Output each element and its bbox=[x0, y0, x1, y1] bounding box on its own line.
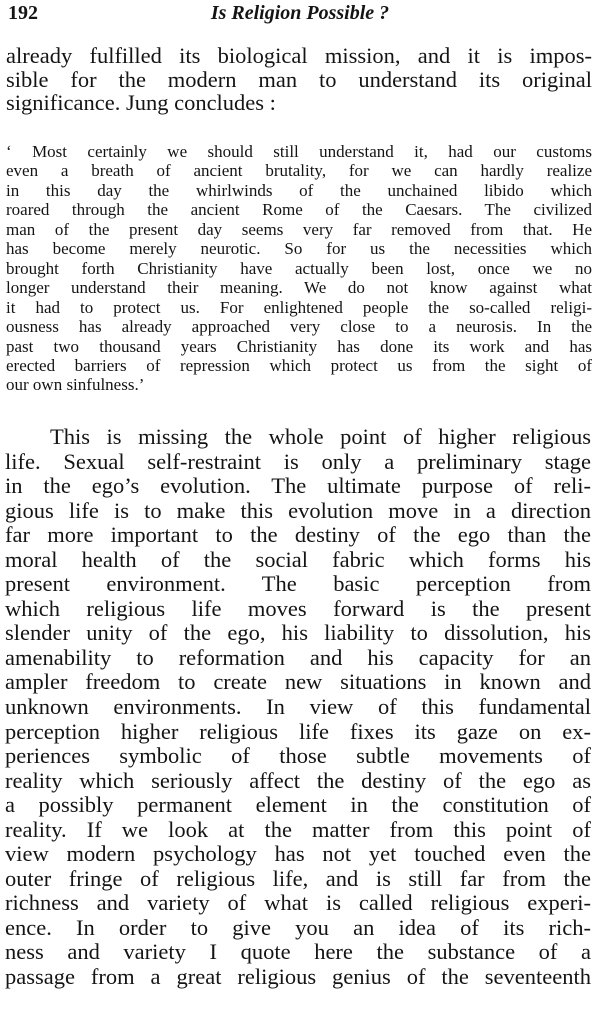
text-line: unknown environments. In view of this fundamental bbox=[5, 694, 591, 720]
text-line: passage from a great religious genius of the seventeenth bbox=[5, 964, 591, 990]
text-line: reality. If we look at the matter from this point of bbox=[5, 816, 591, 842]
page-number: 192 bbox=[8, 2, 38, 24]
quote-line: longer understand their meaning. We do not know against what bbox=[6, 278, 592, 298]
text-line: view modern psychology has not yet touched even the bbox=[5, 841, 591, 867]
quote-line: brought forth Christianity have actually been lost, once we no bbox=[6, 258, 592, 278]
quote-line: our own sinfulness.’ bbox=[6, 375, 145, 395]
text-line: ampler freedom to create new situations in known and bbox=[5, 669, 591, 695]
quote-line: it had to protect us. For enlightened people the so-called religi- bbox=[6, 297, 592, 317]
text-line: moral health of the social fabric which forms his bbox=[5, 546, 591, 572]
opening-paragraph bbox=[6, 44, 592, 115]
quote-line: past two thousand years Christianity has done its work and has bbox=[6, 336, 592, 356]
text-line: in the ego’s evolution. The ultimate purpose of reli- bbox=[5, 473, 591, 499]
text-line: significance. Jung concludes : bbox=[6, 90, 276, 115]
text-line: reality which seriously affect the destiny of the ego as bbox=[5, 767, 591, 793]
quote-line: in this day the whirlwinds of the unchained libido which bbox=[6, 180, 592, 200]
block-quotation bbox=[6, 142, 592, 395]
text-line: which religious life moves forward is the present bbox=[5, 595, 591, 621]
text-line: ness and variety I quote here the substance of a bbox=[5, 939, 591, 965]
text-line: a possibly permanent element in the constitution of bbox=[5, 792, 591, 818]
text-line: already fulfilled its biological mission, and it is impos- bbox=[6, 43, 592, 68]
text-line: slender unity of the ego, his liability to dissolution, his bbox=[5, 620, 591, 646]
quote-line: roared through the ancient Rome of the Caesars. The civilized bbox=[6, 200, 592, 220]
running-head bbox=[8, 0, 592, 30]
quote-line: even a breath of ancient brutality, for we can hardly realize bbox=[6, 161, 592, 181]
quote-line: man of the present day seems very far removed from that. He bbox=[6, 219, 592, 239]
text-line: outer fringe of religious life, and is still far from the bbox=[5, 865, 591, 891]
text-line: far more important to the destiny of the ego than the bbox=[5, 522, 591, 548]
text-line: sible for the modern man to understand its original bbox=[6, 66, 592, 92]
text-line: richness and variety of what is called religious experi- bbox=[5, 890, 591, 916]
running-title: Is Religion Possible ? bbox=[210, 2, 390, 24]
text-line: ence. In order to give you an idea of its rich- bbox=[5, 914, 591, 940]
text-line: amenability to reformation and his capacity for an bbox=[5, 644, 591, 670]
text-line: perception higher religious life fixes its gaze on ex- bbox=[5, 718, 591, 744]
text-line: This is missing the whole point of higher religious bbox=[50, 424, 591, 449]
body-paragraph bbox=[5, 425, 591, 990]
quote-line: has become merely neurotic. So for us the necessities which bbox=[6, 239, 592, 259]
quote-line: ‘ Most certainly we should still understand it, had our customs bbox=[6, 142, 592, 161]
text-line: periences symbolic of those subtle movements of bbox=[5, 743, 591, 769]
text-line: life. Sexual self-restraint is only a preliminary stage bbox=[5, 448, 591, 474]
text-line: gious life is to make this evolution move in a direction bbox=[5, 497, 591, 523]
quote-line: erected barriers of repression which protect us from the sight of bbox=[6, 355, 592, 375]
quote-line: ousness has already approached very close to a neurosis. In the bbox=[6, 317, 592, 337]
text-line: present environment. The basic perception from bbox=[5, 571, 591, 597]
